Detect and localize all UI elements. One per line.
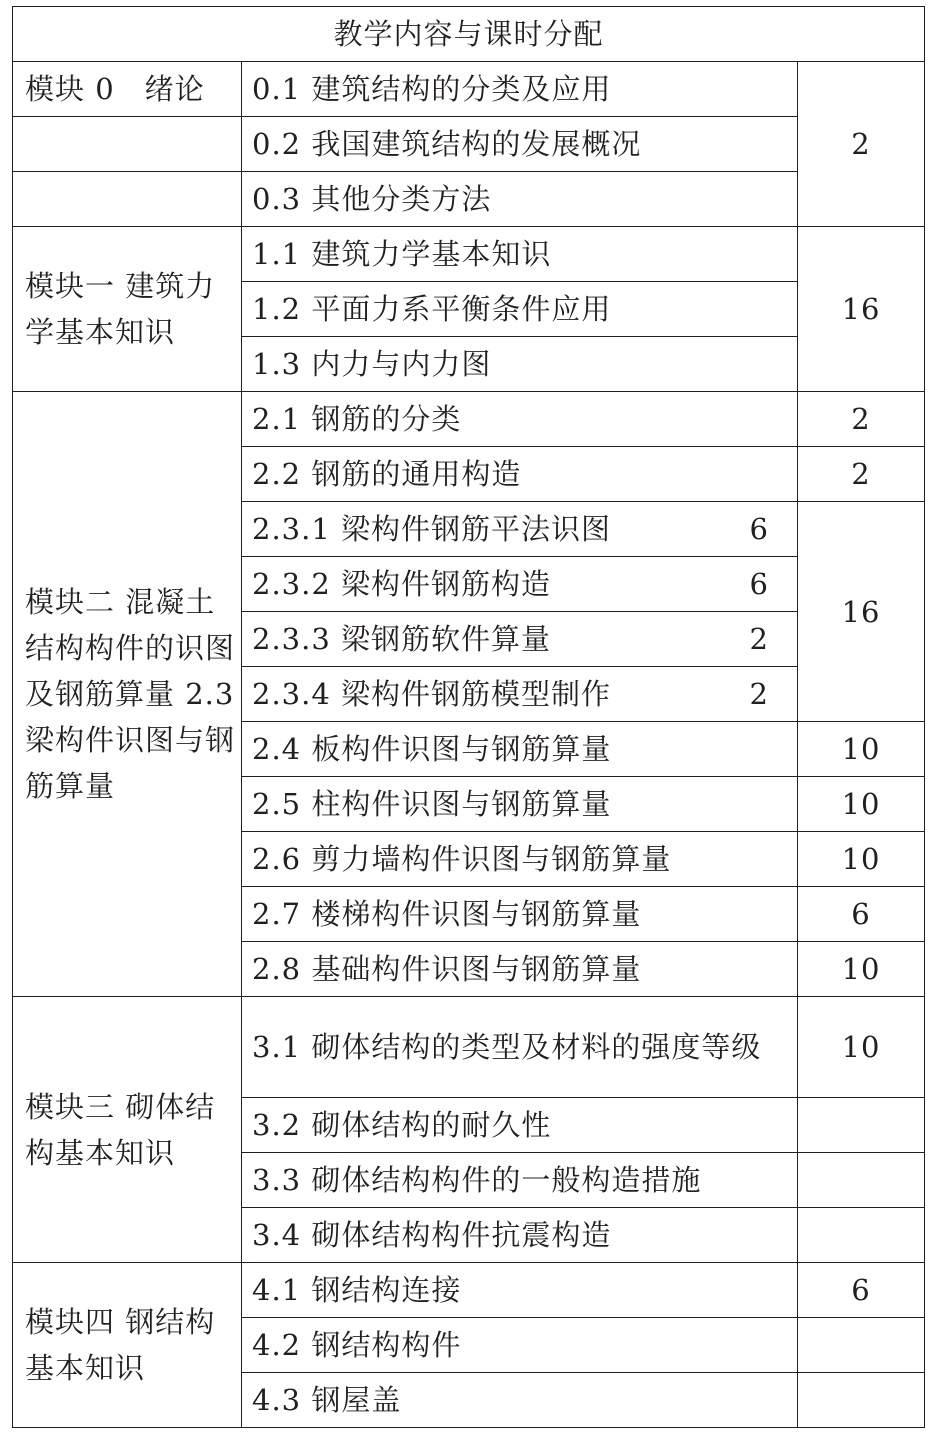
item-2-8-hours: 10: [798, 942, 925, 997]
item-2-3-2-label: 2.3.2 梁构件钢筋构造: [252, 567, 552, 601]
item-2-3-2-hours: 6: [749, 567, 769, 601]
item-2-3-3-label: 2.3.3 梁钢筋软件算量: [252, 622, 552, 656]
item-4-3-hours: [798, 1373, 925, 1428]
item-2-7: 2.7 楼梯构件识图与钢筋算量: [242, 887, 798, 942]
item-3-1: 3.1 砌体结构的类型及材料的强度等级: [242, 997, 798, 1098]
item-2-2: 2.2 钢筋的通用构造: [242, 447, 798, 502]
item-4-2: 4.2 钢结构构件: [242, 1318, 798, 1373]
item-0-2: 0.2 我国建筑结构的发展概况: [242, 117, 798, 172]
item-2-6-hours: 10: [798, 832, 925, 887]
module-2-label: [13, 392, 242, 997]
item-1-1: 1.1 建筑力学基本知识: [242, 227, 798, 282]
module-2-label-text: 模块二 混凝土结构构件的识图及钢筋算量 2.3 梁构件识图与钢筋算量: [25, 585, 236, 803]
item-2-4: 2.4 板构件识图与钢筋算量: [242, 722, 798, 777]
item-4-1: 4.1 钢结构连接: [242, 1263, 798, 1318]
item-2-7-hours: 6: [798, 887, 925, 942]
item-2-3-1: [242, 502, 798, 557]
item-2-3-4-hours: 2: [749, 677, 769, 711]
item-2-5-hours: 10: [798, 777, 925, 832]
module-1-label: [13, 227, 242, 392]
item-2-2-hours: 2: [798, 447, 925, 502]
course-schedule-table: [12, 6, 925, 1428]
module-1-hours: 16: [798, 227, 925, 392]
module-1-label-text: 模块一 建筑力学基本知识: [25, 269, 216, 349]
item-2-6: 2.6 剪力墙构件识图与钢筋算量: [242, 832, 798, 887]
module-0-label: 模块 0 绪论: [13, 62, 242, 117]
item-2-3-2: [242, 557, 798, 612]
item-1-2: 1.2 平面力系平衡条件应用: [242, 282, 798, 337]
item-3-4-hours: [798, 1208, 925, 1263]
item-2-3-3: [242, 612, 798, 667]
module-3-label-text: 模块三 砌体结构基本知识: [25, 1089, 216, 1170]
item-1-3: 1.3 内力与内力图: [242, 337, 798, 392]
item-4-3: 4.3 钢屋盖: [242, 1373, 798, 1428]
module-3-label: [13, 997, 242, 1263]
item-3-2: 3.2 砌体结构的耐久性: [242, 1098, 798, 1153]
module-3-hours: 10: [798, 997, 925, 1098]
item-2-5: 2.5 柱构件识图与钢筋算量: [242, 777, 798, 832]
module-0-blank-2: [13, 172, 242, 227]
table-title: 教学内容与课时分配: [13, 7, 925, 62]
item-3-3: 3.3 砌体结构构件的一般构造措施: [242, 1153, 798, 1208]
item-3-4: 3.4 砌体结构构件抗震构造: [242, 1208, 798, 1263]
item-2-8: 2.8 基础构件识图与钢筋算量: [242, 942, 798, 997]
item-2-3-1-hours: 6: [749, 512, 769, 546]
item-2-1: 2.1 钢筋的分类: [242, 392, 798, 447]
module-4-label-text: 模块四 钢结构基本知识: [25, 1305, 216, 1385]
module-0-blank-1: [13, 117, 242, 172]
item-2-3-1-label: 2.3.1 梁构件钢筋平法识图: [252, 512, 612, 546]
module-0-hours: 2: [798, 62, 925, 227]
module-4-label: [13, 1263, 242, 1428]
item-3-3-hours: [798, 1153, 925, 1208]
item-2-1-hours: 2: [798, 392, 925, 447]
item-3-2-hours: [798, 1098, 925, 1153]
item-2-3-4: [242, 667, 798, 722]
item-4-2-hours: [798, 1318, 925, 1373]
item-2-3-4-label: 2.3.4 梁构件钢筋模型制作: [252, 677, 612, 711]
item-2-3-3-hours: 2: [749, 622, 769, 656]
item-2-4-hours: 10: [798, 722, 925, 777]
item-0-1: 0.1 建筑结构的分类及应用: [242, 62, 798, 117]
item-0-3: 0.3 其他分类方法: [242, 172, 798, 227]
item-2-3-total-hours: 16: [798, 502, 925, 722]
module-4-hours: 6: [798, 1263, 925, 1318]
